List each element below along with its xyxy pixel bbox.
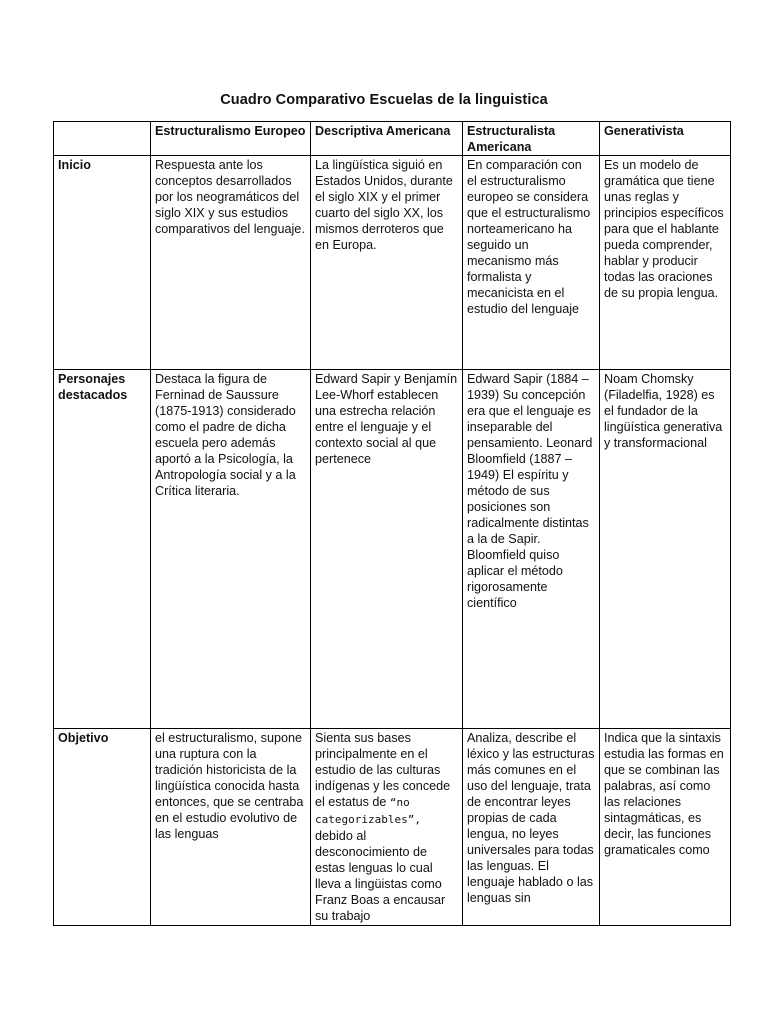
cell-objetivo-generativista: Indica que la sintaxis estudia las formas en que se combinan las palabras, así como las relaciones sintagmáticas, es decir, las funciones gramaticales como (600, 729, 731, 926)
table-row (54, 156, 731, 370)
cell-personajes-europeo: Destaca la figura de Ferninad de Saussure (1875-1913) considerado como el padre de dicha escuela pero además aportó a la Psicología, la Antropología social y a la Crítica literaria. (151, 370, 311, 729)
header-estructuralista-americana: Estructuralista Americana (463, 122, 600, 156)
header-estructuralismo-europeo: Estructuralismo Europeo (151, 122, 311, 156)
row-label-personajes: Personajes destacados (54, 370, 151, 729)
cell-objetivo-descriptiva-quoted: “no categorizables”, (315, 796, 421, 826)
cell-objetivo-estructuralista: Analiza, describe el léxico y las estructuras más comunes en el uso del lenguaje, trata de encontrar leyes propias de cada lengua, no leyes universales para todas las lenguas. El lenguaje hablado o las lenguas sin (463, 729, 600, 926)
cell-personajes-descriptiva: Edward Sapir y Benjamín Lee-Whorf establecen una estrecha relación entre el lenguaje y el contexto social al que pertenece (311, 370, 463, 729)
cell-objetivo-descriptiva-text-after: debido al desconocimiento de estas lenguas lo cual lleva a lingüistas como Franz Boas a encausar su trabajo (315, 829, 446, 923)
header-empty-cell (54, 122, 151, 156)
cell-inicio-descriptiva: La lingüística siguió en Estados Unidos, durante el siglo XIX y el primer cuarto del siglo XX, los mismos derroteros que en Europa. (311, 156, 463, 370)
cell-inicio-estructuralista: En comparación con el estructuralismo europeo se considera que el estructuralismo norteamericano ha seguido un mecanismo más formalista y mecanicista en el estudio del lenguaje (463, 156, 600, 370)
cell-objetivo-europeo: el estructuralismo, supone una ruptura con la tradición historicista de la lingüística conocida hasta entonces, que se centraba en el estudio evolutivo de las lenguas (151, 729, 311, 926)
table-header-row (54, 122, 731, 156)
table-row (54, 370, 731, 729)
cell-objetivo-descriptiva (311, 729, 463, 926)
table-row (54, 729, 731, 926)
cell-objetivo-descriptiva-text-before: Sienta sus bases principalmente en el estudio de las culturas indígenas y les concede el estatus de (315, 731, 451, 809)
cell-inicio-europeo: Respuesta ante los conceptos desarrollados por los neogramáticos del siglo XIX y sus estudios comparativos del lenguaje. (151, 156, 311, 370)
page-title: Cuadro Comparativo Escuelas de la linguistica (220, 92, 548, 108)
header-generativista: Generativista (600, 122, 731, 156)
row-label-objetivo: Objetivo (54, 729, 151, 926)
cell-personajes-estructuralista: Edward Sapir (1884 – 1939) Su concepción era que el lenguaje es inseparable del pensamiento. Leonard Bloomfield (1887 – 1949) El espíritu y método de sus posiciones son radicalmente distintas a la de Sapir. Bloomfield quiso aplicar el método rigorosamente científico (463, 370, 600, 729)
comparison-table (53, 121, 731, 926)
cell-inicio-generativista: Es un modelo de gramática que tiene unas reglas y principios específicos para que el hablante pueda comprender, hablar y producir todas las oraciones de su propia lengua. (600, 156, 731, 370)
row-label-inicio: Inicio (54, 156, 151, 370)
header-descriptiva-americana: Descriptiva Americana (311, 122, 463, 156)
cell-personajes-generativista: Noam Chomsky (Filadelfia, 1928) es el fundador de la lingüística generativa y transformacional (600, 370, 731, 729)
